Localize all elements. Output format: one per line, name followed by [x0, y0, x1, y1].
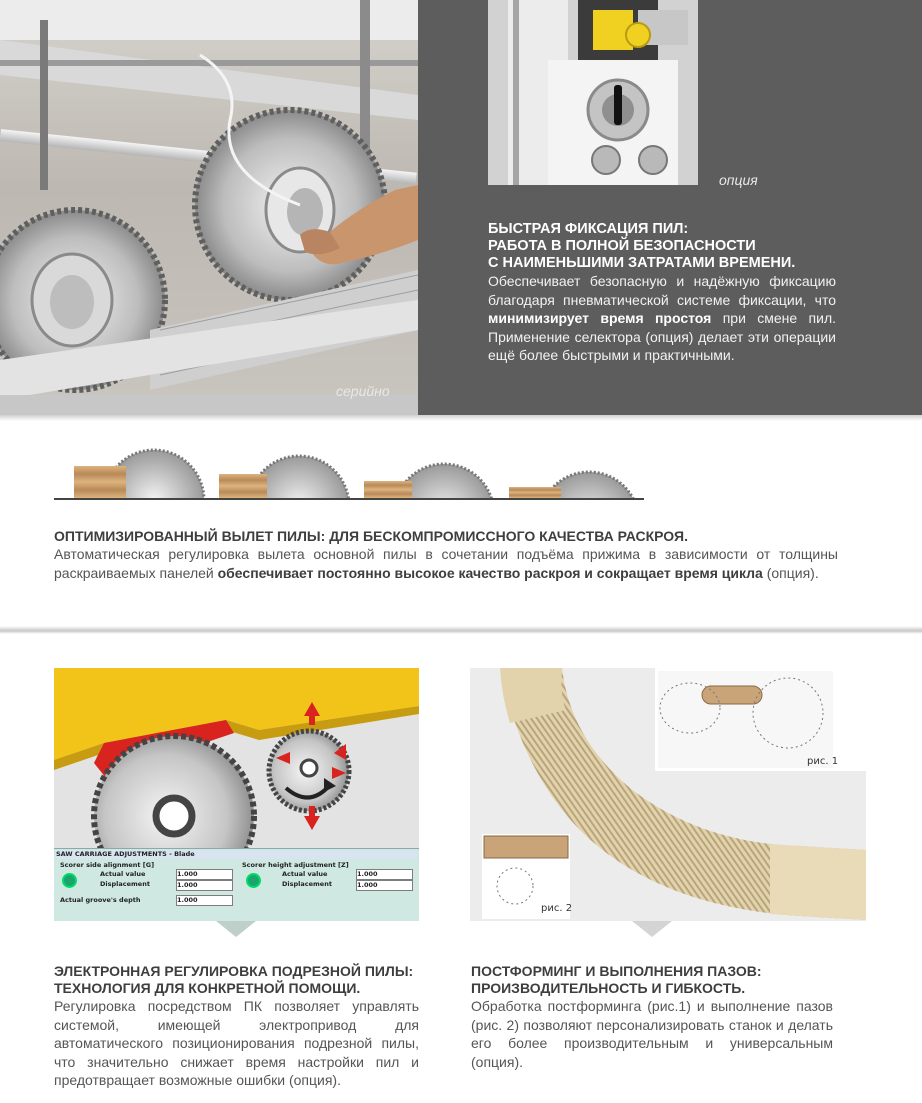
highlight-text: минимизирует время простоя — [488, 310, 712, 326]
right-displacement-label: Displacement — [282, 880, 332, 888]
saw-blades-photo — [0, 0, 418, 415]
left-actual-value-label: Actual value — [100, 870, 146, 878]
electronic-scoring-text — [54, 963, 419, 1090]
blade-projection-heading: ОПТИМИЗИРОВАННЫЙ ВЫЛЕТ ПИЛЫ: ДЛЯ БЕСКОМПРОМИССНОГО КАЧЕСТВА РАСКРОЯ. — [54, 528, 688, 544]
blade-projection-body: Автоматическая регулировка вылета основной пилы в сочетании подъёма прижима в зависимости от толщины раскраиваемых панелей обеспечивает постоянно высокое качество раскроя и сокращает время цикла (опция). — [54, 546, 838, 581]
left-actual-value-field[interactable]: 1.000 — [176, 869, 233, 880]
right-actual-value-field[interactable]: 1.000 — [356, 869, 413, 880]
standard-caption: серийно — [336, 383, 390, 399]
groove-depth-field[interactable]: 1.000 — [176, 895, 233, 906]
electronic-scoring-heading: ЭЛЕКТРОННАЯ РЕГУЛИРОВКА ПОДРЕЗНОЙ ПИЛЫ: ТЕХНОЛОГИЯ ДЛЯ КОНКРЕТНОЙ ПОМОЩИ. — [54, 963, 414, 996]
adjustment-window — [54, 848, 419, 921]
option-caption: опция — [719, 172, 758, 188]
pointer-triangle — [216, 921, 256, 937]
quick-locking-text — [488, 221, 836, 365]
blade-projection-illustration — [54, 448, 644, 504]
scorer-height-status-icon — [246, 873, 261, 888]
heading-line-3: С НАИМЕНЬШИМИ ЗАТРАТАМИ ВРЕМЕНИ. — [488, 255, 796, 271]
heading-line-1: БЫСТРАЯ ФИКСАЦИЯ ПИЛ: — [488, 221, 689, 237]
figure-2-label: рис. 2 — [541, 903, 573, 914]
section-divider — [0, 415, 922, 421]
scorer-height-group: Scorer height adjustment [Z] — [242, 861, 349, 869]
scorer-side-status-icon — [62, 873, 77, 888]
quick-locking-body: Обеспечивает безопасную и надёжную фиксацию благодаря пневматической системе фиксации, что минимизирует время простоя при смене пил. Применение селектора (опция) делает эти операции ещё более быстрыми и практичными. — [488, 273, 837, 363]
section-divider — [0, 626, 922, 634]
left-displacement-label: Displacement — [100, 880, 150, 888]
adjustment-window-title: SAW CARRIAGE ADJUSTMENTS - Blade — [56, 850, 417, 859]
postforming-diagram — [470, 668, 866, 921]
right-displacement-field[interactable]: 1.000 — [356, 880, 413, 891]
saw-blades-illustration — [0, 0, 418, 415]
figure-1-label: рис. 1 — [807, 756, 839, 767]
quick-locking-heading — [488, 221, 836, 272]
postforming-body: Обработка постформинга (рис.1) и выполнение пазов (рис. 2) позволяют персонализировать станок и делать его более производительным и универсальным (опция). — [471, 998, 833, 1070]
blade-projection-diagram — [54, 448, 644, 504]
heading-line-2: РАБОТА В ПОЛНОЙ БЕЗОПАСНОСТИ — [488, 238, 756, 254]
selector-photo — [488, 0, 698, 185]
electronic-scoring-body: Регулировка посредством ПК позволяет управлять системой, имеющей электропривод для автоматического позиционирования подрезной пилы, что значительно снижает время настройки пил и предотвращает возможные ошибки (опция). — [54, 998, 419, 1088]
right-actual-value-label: Actual value — [282, 870, 328, 878]
postforming-illustration — [470, 668, 866, 921]
highlight-text: обеспечивает постоянно высокое качество раскроя и сокращает время цикла — [217, 564, 763, 581]
scoring-saw-diagram — [54, 668, 419, 921]
blade-projection-text — [54, 528, 838, 582]
left-displacement-field[interactable]: 1.000 — [176, 880, 233, 891]
groove-depth-label: Actual groove's depth — [60, 896, 141, 904]
scorer-side-group: Scorer side alignment [G] — [60, 861, 155, 869]
selector-illustration — [488, 0, 698, 185]
postforming-heading: ПОСТФОРМИНГ И ВЫПОЛНЕНИЯ ПАЗОВ: ПРОИЗВОДИТЕЛЬНОСТЬ И ГИБКОСТЬ. — [471, 963, 762, 996]
pointer-triangle — [632, 921, 672, 937]
postforming-text — [471, 963, 833, 1071]
